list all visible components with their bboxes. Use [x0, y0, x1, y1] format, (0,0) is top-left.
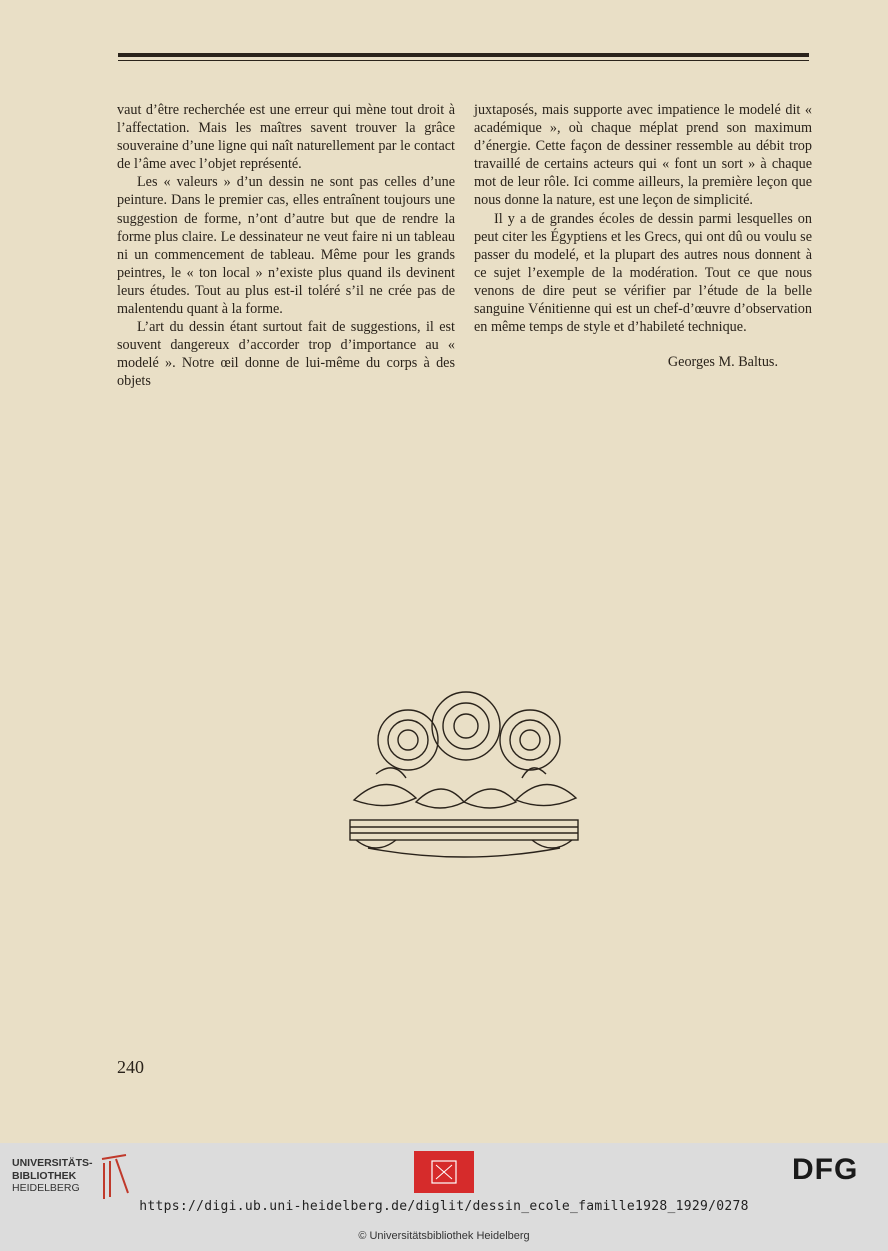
copyright: © Universitätsbibliothek Heidelberg: [358, 1230, 530, 1242]
paragraph: juxtaposés, mais supporte avec impatience le modelé dit « académique », où chaque méplat prend son maximum d’énergie. Cette façon de dessiner ressemble au débit trop travaillé de certains acteurs qui « font un sort » à chaque mot de leur rôle. Ici comme ailleurs, la première leçon que nous donne la nature, est une leçon de simplicité.: [474, 102, 812, 209]
paragraph: L’art du dessin étant surtout fait de suggestions, il est souvent dangereux d’accorder trop d’importance au « modelé ». Notre œil donne de lui-même du corps à des objets: [117, 319, 455, 390]
author-signature: Georges M. Baltus.: [667, 354, 778, 371]
paragraph: vaut d’être recherchée est une erreur qui mène tout droit à l’affectation. Mais les maîtres savent trouver la grâce souveraine d’une ligne qui naît naturellement par le contact de l’âme avec l’objet représenté.: [117, 102, 455, 173]
header-rule-thick: [118, 53, 809, 57]
project-logo[interactable]: [414, 1151, 474, 1193]
permalink[interactable]: https://digi.ub.uni-heidelberg.de/diglit/dessin_ecole_famille1928_1929/0278: [139, 1199, 749, 1214]
dfg-logo[interactable]: DFG: [792, 1153, 859, 1186]
header-rule-thin: [118, 60, 809, 61]
ub-mark-icon: [98, 1153, 132, 1201]
viewer-footer: [0, 1143, 888, 1251]
paragraph: Il y a de grandes écoles de dessin parmi lesquelles on peut citer les Égyptiens et les Grecs, qui ont dû ou voulu se passer du modelé, et la plupart des autres nous donnent à ce sujet l’exemple de la modération. Tout ce que nous venons de dire peut se vérifier par l’étude de la belle sanguine Vénitienne qui est un chef-d’œuvre d’observation en même temps de style et d’habileté technique.: [474, 210, 812, 336]
right-column: [474, 101, 812, 371]
rose-basket-illustration: [346, 690, 582, 868]
ub-heidelberg-logo[interactable]: [12, 1153, 132, 1203]
left-column: [117, 101, 455, 391]
library-name: UNIVERSITÄTS- BIBLIOTHEK HEIDELBERG: [12, 1157, 93, 1194]
paragraph: Les « valeurs » d’un dessin ne sont pas celles d’une peinture. Dans le premier cas, elles entraînent toujours une suggestion de forme, n’ont d’autre but que de rendre la forme plus claire. Le dessinateur ne veut faire ni un tableau ni un commencement de tableau. Même pour les grands peintres, le « ton local » n’existe plus quand ils devinent leurs études. Tout au plus est-il toléré s’il ne crée pas de malentendu quant à la forme.: [117, 174, 455, 318]
page-number: 240: [117, 1057, 144, 1077]
